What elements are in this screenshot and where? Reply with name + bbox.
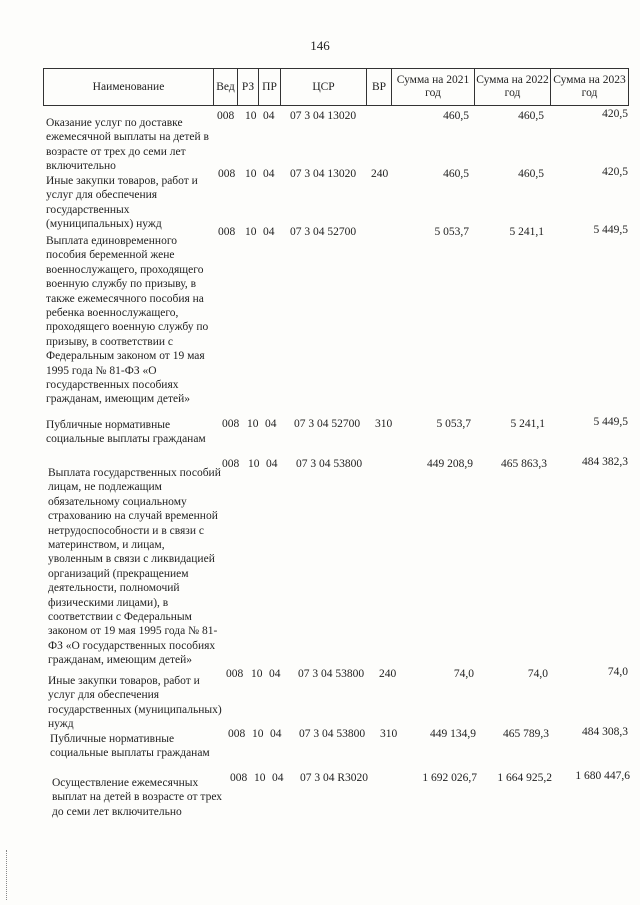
row-rz: 10: [245, 168, 257, 180]
row-sum2023: 484 382,3: [582, 456, 628, 468]
row-vr: 310: [375, 418, 393, 430]
row-csr: 07 3 04 52700: [294, 418, 361, 430]
row-sum2023: 420,5: [602, 166, 628, 178]
col-header-csr: ЦСР: [281, 69, 367, 105]
row-pr: 04: [266, 458, 278, 470]
row-pr: 04: [272, 772, 284, 784]
row-rz: 10: [245, 226, 257, 238]
row-ved: 008: [222, 418, 240, 430]
row-sum2022: 460,5: [518, 110, 544, 122]
row-ved: 008: [218, 168, 236, 180]
row-sum2023: 420,5: [602, 108, 628, 120]
col-header-sum2023: Сумма на 2023 год: [553, 74, 626, 99]
row-sum2021: 5 053,7: [434, 226, 469, 238]
row-rz: 10: [245, 110, 257, 122]
row-rz: 10: [252, 728, 264, 740]
col-header-rz: РЗ: [238, 69, 259, 105]
row-pr: 04: [263, 110, 275, 122]
row-name: Публичные нормативные социальные выплаты гражданам: [50, 733, 210, 760]
row-ved: 008: [230, 772, 248, 784]
row-sum2022: 465 789,3: [503, 728, 549, 740]
scan-edge-marks: [6, 850, 9, 900]
row-vr: 310: [380, 728, 398, 740]
row-vr: 240: [371, 168, 389, 180]
row-rz: 10: [251, 668, 263, 680]
row-sum2021: 449 134,9: [430, 728, 476, 740]
row-ved: 008: [222, 458, 240, 470]
row-sum2023: 1 680 447,6: [575, 770, 630, 782]
row-sum2023: 484 308,3: [582, 726, 628, 738]
row-sum2021: 1 692 026,7: [422, 772, 477, 784]
row-rz: 10: [247, 418, 259, 430]
row-rz: 10: [248, 458, 260, 470]
row-name: Осуществление ежемесячных выплат на детей в возрасте от трех до семи лет включительно: [52, 777, 223, 818]
row-vr: 240: [379, 668, 397, 680]
row-ved: 008: [218, 226, 236, 238]
row-name: Иные закупки товаров, работ и услуг для обеспечения государственных (муниципальных) нужд: [46, 175, 198, 231]
row-csr: 07 3 04 53800: [296, 458, 363, 470]
row-csr: 07 3 04 53800: [299, 728, 366, 740]
row-sum2021: 74,0: [453, 668, 474, 680]
row-sum2022: 5 241,1: [509, 226, 544, 238]
col-header-vr: ВР: [367, 69, 392, 105]
row-pr: 04: [263, 226, 275, 238]
row-sum2022: 1 664 925,2: [497, 772, 552, 784]
row-csr: 07 3 04 53800: [298, 668, 365, 680]
row-sum2022: 5 241,1: [510, 418, 545, 430]
row-pr: 04: [265, 418, 277, 430]
row-name: Публичные нормативные социальные выплаты гражданам: [46, 419, 206, 446]
row-pr: 04: [270, 728, 282, 740]
col-header-name: Наименование: [44, 69, 214, 105]
row-sum2022: 460,5: [518, 168, 544, 180]
row-name: Оказание услуг по доставке ежемесячной выплаты на детей в возрасте от трех до семи лет включительно: [46, 117, 209, 173]
row-name: Иные закупки товаров, работ и услуг для обеспечения государственных (муниципальных) нужд: [48, 675, 222, 731]
row-ved: 008: [217, 110, 235, 122]
row-sum2021: 460,5: [443, 168, 469, 180]
row-name: Выплата единовременного пособия беременной жене военнослужащего, проходящего военную службу по призыву, в также ежемесячного пособия на ребенка военнослужащего, проходящего военную службу по призыву, в соответствии с Федеральным законом от 19 мая 1995 года № 81-ФЗ «О государственных пособиях гражданам, имеющим детей»: [46, 235, 209, 406]
row-sum2021: 5 053,7: [436, 418, 471, 430]
row-pr: 04: [269, 668, 281, 680]
col-header-sum2021: Сумма на 2021 год: [392, 69, 475, 105]
row-rz: 10: [254, 772, 266, 784]
row-csr: 07 3 04 R3020: [300, 772, 369, 784]
page-number: 146: [310, 38, 330, 53]
row-sum2021: 449 208,9: [427, 458, 473, 470]
row-sum2022: 74,0: [527, 668, 548, 680]
row-csr: 07 3 04 13020: [290, 110, 357, 122]
row-pr: 04: [263, 168, 275, 180]
row-ved: 008: [228, 728, 246, 740]
row-sum2023: 5 449,5: [593, 224, 628, 236]
row-ved: 008: [226, 668, 244, 680]
row-sum2023: 5 449,5: [593, 416, 628, 428]
row-csr: 07 3 04 52700: [290, 226, 357, 238]
col-header-ved: Вед: [214, 69, 238, 105]
row-csr: 07 3 04 13020: [290, 168, 357, 180]
row-sum2022: 465 863,3: [501, 458, 547, 470]
row-sum2021: 460,5: [443, 110, 469, 122]
col-header-pr: ПР: [259, 69, 281, 105]
table-header: [43, 68, 629, 106]
row-sum2023: 74,0: [607, 666, 628, 678]
row-name: Выплата государственных пособий лицам, не подлежащим обязательному социальному страхованию на случай временной нетрудоспособности и в связи с материнством, и лицам, уволенным в связи с ликвидацией организаций (прекращением деятельности, полномочий физическими лицами), в соответствии с Федеральным законом от 19 мая 1995 года № 81-ФЗ «О государственных пособиях гражданам, имеющим детей»: [48, 467, 221, 667]
col-header-sum2022: Сумма на 2022 год: [475, 69, 551, 105]
